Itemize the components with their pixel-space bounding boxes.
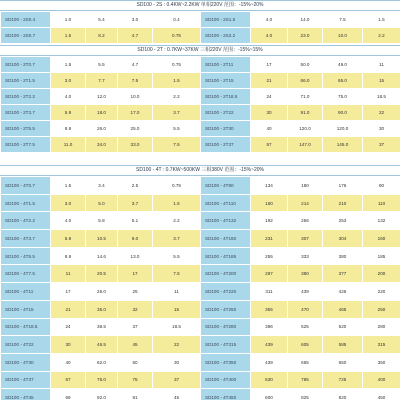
value-cell: 605 [288, 336, 323, 354]
model-cell: SD100 - 2S1.5 [201, 12, 251, 28]
model-cell: SD100 - 4T1.5 [1, 194, 51, 212]
value-cell: 5.9 [51, 105, 86, 121]
value-cell: 40 [51, 353, 86, 371]
value-cell: 2.2 [363, 28, 400, 44]
value-cell: 40 [251, 121, 288, 137]
value-cell: 25 [118, 283, 153, 301]
value-cell: 585 [323, 336, 363, 354]
value-cell: 91.0 [288, 105, 323, 121]
value-cell: 21 [251, 73, 288, 89]
value-cell: 46.5 [86, 336, 118, 354]
value-cell: 192 [251, 212, 288, 230]
value-cell: 38.5 [86, 318, 118, 336]
value-cell: 2.5 [118, 177, 153, 195]
spec-table [0, 176, 400, 400]
model-cell: SD100 - 2T1.5 [1, 73, 51, 89]
spec-table [0, 11, 400, 44]
model-cell: SD100 - 4T110 [201, 194, 251, 212]
value-cell: 439 [251, 353, 288, 371]
model-cell: SD100 - 4T160 [201, 230, 251, 248]
value-cell: 76.0 [86, 371, 118, 389]
value-cell: 1.5 [153, 194, 201, 212]
model-cell: SD100 - 2T30 [201, 121, 251, 137]
model-cell: SD100 - 2T18.5 [201, 89, 251, 105]
table-row [1, 137, 400, 153]
value-cell: 426 [323, 283, 363, 301]
value-cell: 5.5 [153, 121, 201, 137]
value-cell: 725 [323, 371, 363, 389]
value-cell: 600 [251, 389, 288, 400]
value-cell: 7.7 [86, 73, 118, 89]
value-cell: 50.0 [288, 57, 323, 73]
value-cell: 220 [363, 283, 400, 301]
model-cell: SD100 - 4T90 [201, 177, 251, 195]
value-cell: 3.0 [118, 12, 153, 28]
value-cell: 26.0 [86, 283, 118, 301]
value-cell: 9.0 [118, 230, 153, 248]
value-cell: 90.0 [323, 105, 363, 121]
value-cell: 5.1 [118, 212, 153, 230]
table-row [1, 212, 400, 230]
value-cell: 1.5 [51, 177, 86, 195]
model-cell: SD100 - 4T37 [1, 371, 51, 389]
value-cell: 75 [118, 371, 153, 389]
model-cell: SD100 - 2T3.7 [1, 105, 51, 121]
model-cell: SD100 - 2T37 [201, 137, 251, 153]
value-cell: 5.5 [153, 247, 201, 265]
value-cell: 37 [153, 371, 201, 389]
table-row [1, 105, 400, 121]
value-cell: 25.0 [118, 121, 153, 137]
value-cell: 231 [251, 230, 288, 248]
model-cell: SD100 - 2T5.5 [1, 121, 51, 137]
section-2t [0, 45, 400, 153]
value-cell: 45 [118, 336, 153, 354]
value-cell: 120.0 [323, 121, 363, 137]
model-cell: SD100 - 4T45 [1, 389, 51, 400]
model-cell: SD100 - 4T22 [1, 336, 51, 354]
value-cell: 439 [251, 336, 288, 354]
value-cell: 8.2 [86, 28, 118, 44]
model-cell: SD100 - 4T132 [201, 212, 251, 230]
value-cell: 8.9 [51, 247, 86, 265]
value-cell: 3.7 [153, 230, 201, 248]
value-cell: 333 [288, 247, 323, 265]
value-cell: 0.75 [153, 28, 201, 44]
value-cell: 820 [323, 389, 363, 400]
table-row [1, 371, 400, 389]
table-row [1, 73, 400, 89]
value-cell: 525 [288, 318, 323, 336]
value-cell: 30 [251, 105, 288, 121]
value-cell: 24 [251, 89, 288, 105]
model-cell: SD100 - 4T450 [201, 389, 251, 400]
model-cell: SD100 - 2T0.7 [1, 57, 51, 73]
value-cell: 66.0 [288, 73, 323, 89]
model-cell: SD100 - 4T200 [201, 265, 251, 283]
value-cell: 255 [251, 247, 288, 265]
section-header: SD100 - 4T : 0.7KW~500KW 三相380V 范围：-15%~20% [0, 165, 400, 176]
model-cell: SD100 - 4T250 [201, 300, 251, 318]
value-cell: 1.5 [363, 12, 400, 28]
value-cell: 11.0 [51, 137, 86, 153]
value-cell: 5.5 [86, 57, 118, 73]
value-cell: 439 [288, 283, 323, 301]
value-cell: 4.7 [118, 57, 153, 73]
value-cell: 20.5 [86, 265, 118, 283]
model-cell: SD100 - 4T350 [201, 353, 251, 371]
value-cell: 650 [323, 353, 363, 371]
value-cell: 160 [363, 230, 400, 248]
table-row [1, 177, 400, 195]
value-cell: 14.0 [288, 12, 323, 28]
table-row [1, 12, 400, 28]
section-header: SD100 - 2T : 0.7KW~37KW 三相220V 范围：-15%~15% [0, 45, 400, 56]
value-cell: 7.5 [118, 73, 153, 89]
value-cell: 5.4 [86, 12, 118, 28]
table-row [1, 283, 400, 301]
value-cell: 23.0 [288, 28, 323, 44]
value-cell: 665 [288, 353, 323, 371]
value-cell: 17.0 [118, 105, 153, 121]
value-cell: 350 [363, 353, 400, 371]
value-cell: 377 [323, 265, 363, 283]
model-cell: SD100 - 4T18.5 [1, 318, 51, 336]
value-cell: 33.0 [118, 137, 153, 153]
value-cell: 49.0 [323, 57, 363, 73]
table-row [1, 353, 400, 371]
value-cell: 5.8 [86, 212, 118, 230]
value-cell: 147.0 [288, 137, 323, 153]
value-cell: 120.0 [288, 121, 323, 137]
value-cell: 10.0 [118, 89, 153, 105]
value-cell: 3.4 [86, 177, 118, 195]
model-cell: SD100 - 4T5.5 [1, 247, 51, 265]
model-cell: SD100 - 2T2.2 [1, 89, 51, 105]
value-cell: 0.75 [153, 177, 201, 195]
table-row [1, 230, 400, 248]
table-row [1, 265, 400, 283]
table-row [1, 318, 400, 336]
value-cell: 11 [363, 57, 400, 73]
value-cell: 24 [51, 318, 86, 336]
model-cell: SD100 - 4T7.5 [1, 265, 51, 283]
value-cell: 10.0 [323, 28, 363, 44]
value-cell: 4.0 [51, 89, 86, 105]
value-cell: 134 [251, 177, 288, 195]
value-cell: 250 [363, 300, 400, 318]
value-cell: 65.0 [323, 73, 363, 89]
value-cell: 307 [288, 230, 323, 248]
value-cell: 256 [288, 212, 323, 230]
model-cell: SD100 - 4T30 [1, 353, 51, 371]
value-cell: 311 [251, 283, 288, 301]
value-cell: 253 [323, 212, 363, 230]
model-cell: SD100 - 4T15 [1, 300, 51, 318]
value-cell: 57 [251, 137, 288, 153]
value-cell: 304 [323, 230, 363, 248]
value-cell: 91 [118, 389, 153, 400]
value-cell: 110 [363, 194, 400, 212]
value-cell: 18.5 [153, 318, 201, 336]
value-cell: 200 [363, 265, 400, 283]
value-cell: 465 [323, 300, 363, 318]
value-cell: 21 [51, 300, 86, 318]
value-cell: 75.0 [323, 89, 363, 105]
value-cell: 2.2 [153, 89, 201, 105]
value-cell: 22 [153, 336, 201, 354]
value-cell: 0.75 [153, 57, 201, 73]
value-cell: 4.0 [51, 212, 86, 230]
value-cell: 30 [363, 121, 400, 137]
value-cell: 37 [118, 318, 153, 336]
table-row [1, 57, 400, 73]
value-cell: 280 [363, 318, 400, 336]
value-cell: 12.0 [86, 89, 118, 105]
table-row [1, 389, 400, 400]
value-cell: 13.0 [118, 247, 153, 265]
value-cell: 7.5 [153, 137, 201, 153]
table-row [1, 121, 400, 137]
value-cell: 1.5 [51, 57, 86, 73]
model-cell: SD100 - 4T220 [201, 283, 251, 301]
value-cell: 1.0 [51, 12, 86, 28]
value-cell: 396 [251, 318, 288, 336]
value-cell: 30 [153, 353, 201, 371]
value-cell: 17 [251, 57, 288, 73]
table-row [1, 300, 400, 318]
value-cell: 69 [51, 389, 86, 400]
table-row [1, 247, 400, 265]
value-cell: 3.0 [51, 73, 86, 89]
value-cell: 3.0 [51, 194, 86, 212]
value-cell: 176 [323, 177, 363, 195]
value-cell: 785 [288, 371, 323, 389]
model-cell: SD100 - 2T7.5 [1, 137, 51, 153]
table-row [1, 28, 400, 44]
table-row [1, 89, 400, 105]
value-cell: 18.5 [363, 89, 400, 105]
value-cell: 3.7 [118, 194, 153, 212]
value-cell: 15 [363, 73, 400, 89]
value-cell: 160 [251, 194, 288, 212]
value-cell: 22 [363, 105, 400, 121]
spec-table [0, 56, 400, 153]
value-cell: 30 [51, 336, 86, 354]
value-cell: 4.0 [251, 12, 288, 28]
value-cell: 14.6 [86, 247, 118, 265]
value-cell: 35.0 [86, 300, 118, 318]
value-cell: 7.5 [323, 12, 363, 28]
model-cell: SD100 - 2T15 [201, 73, 251, 89]
value-cell: 380 [323, 247, 363, 265]
value-cell: 15 [153, 300, 201, 318]
section-4t [0, 165, 400, 400]
value-cell: 92.0 [86, 389, 118, 400]
value-cell: 214 [288, 194, 323, 212]
value-cell: 57 [51, 371, 86, 389]
model-cell: SD100 - 4T400 [201, 371, 251, 389]
model-cell: SD100 - 4T185 [201, 247, 251, 265]
table-row [1, 194, 400, 212]
model-cell: SD100 - 4T2.2 [1, 212, 51, 230]
value-cell: 3.7 [153, 105, 201, 121]
value-cell: 71.0 [288, 89, 323, 105]
value-cell: 4.0 [251, 28, 288, 44]
model-cell: SD100 - 2S2.2 [201, 28, 251, 44]
value-cell: 7.5 [153, 265, 201, 283]
value-cell: 10.5 [86, 230, 118, 248]
value-cell: 287 [251, 265, 288, 283]
value-cell: 5.9 [51, 230, 86, 248]
value-cell: 380 [288, 265, 323, 283]
value-cell: 4.7 [118, 28, 153, 44]
value-cell: 450 [363, 389, 400, 400]
value-cell: 90 [363, 177, 400, 195]
value-cell: 17 [118, 265, 153, 283]
value-cell: 60 [118, 353, 153, 371]
model-cell: SD100 - 2T22 [201, 105, 251, 121]
value-cell: 210 [323, 194, 363, 212]
table-row [1, 336, 400, 354]
value-cell: 1.5 [51, 28, 86, 44]
value-cell: 34.0 [86, 137, 118, 153]
value-cell: 185 [363, 247, 400, 265]
value-cell: 132 [363, 212, 400, 230]
value-cell: 825 [288, 389, 323, 400]
value-cell: 315 [363, 336, 400, 354]
value-cell: 355 [251, 300, 288, 318]
value-cell: 180 [288, 177, 323, 195]
value-cell: 62.0 [86, 353, 118, 371]
value-cell: 18.0 [86, 105, 118, 121]
section-header: SD100 - 2S : 0.4KW~2.2KW 单相220V 范围：-15%~20% [0, 0, 400, 11]
model-cell: SD100 - 2T11 [201, 57, 251, 73]
model-cell: SD100 - 4T280 [201, 318, 251, 336]
model-cell: SD100 - 2S0.4 [1, 12, 51, 28]
value-cell: 37 [363, 137, 400, 153]
value-cell: 2.2 [153, 212, 201, 230]
value-cell: 45 [153, 389, 201, 400]
value-cell: 520 [323, 318, 363, 336]
value-cell: 11 [51, 265, 86, 283]
model-cell: SD100 - 2S0.7 [1, 28, 51, 44]
value-cell: 0.4 [153, 12, 201, 28]
model-cell: SD100 - 4T11 [1, 283, 51, 301]
model-cell: SD100 - 4T315 [201, 336, 251, 354]
value-cell: 17 [51, 283, 86, 301]
value-cell: 400 [363, 371, 400, 389]
value-cell: 145.0 [323, 137, 363, 153]
model-cell: SD100 - 4T3.7 [1, 230, 51, 248]
value-cell: 530 [251, 371, 288, 389]
value-cell: 32 [118, 300, 153, 318]
value-cell: 26.0 [86, 121, 118, 137]
value-cell: 8.9 [51, 121, 86, 137]
value-cell: 1.5 [153, 73, 201, 89]
section-2s [0, 0, 400, 44]
value-cell: 5.0 [86, 194, 118, 212]
model-cell: SD100 - 4T0.7 [1, 177, 51, 195]
value-cell: 470 [288, 300, 323, 318]
value-cell: 11 [153, 283, 201, 301]
